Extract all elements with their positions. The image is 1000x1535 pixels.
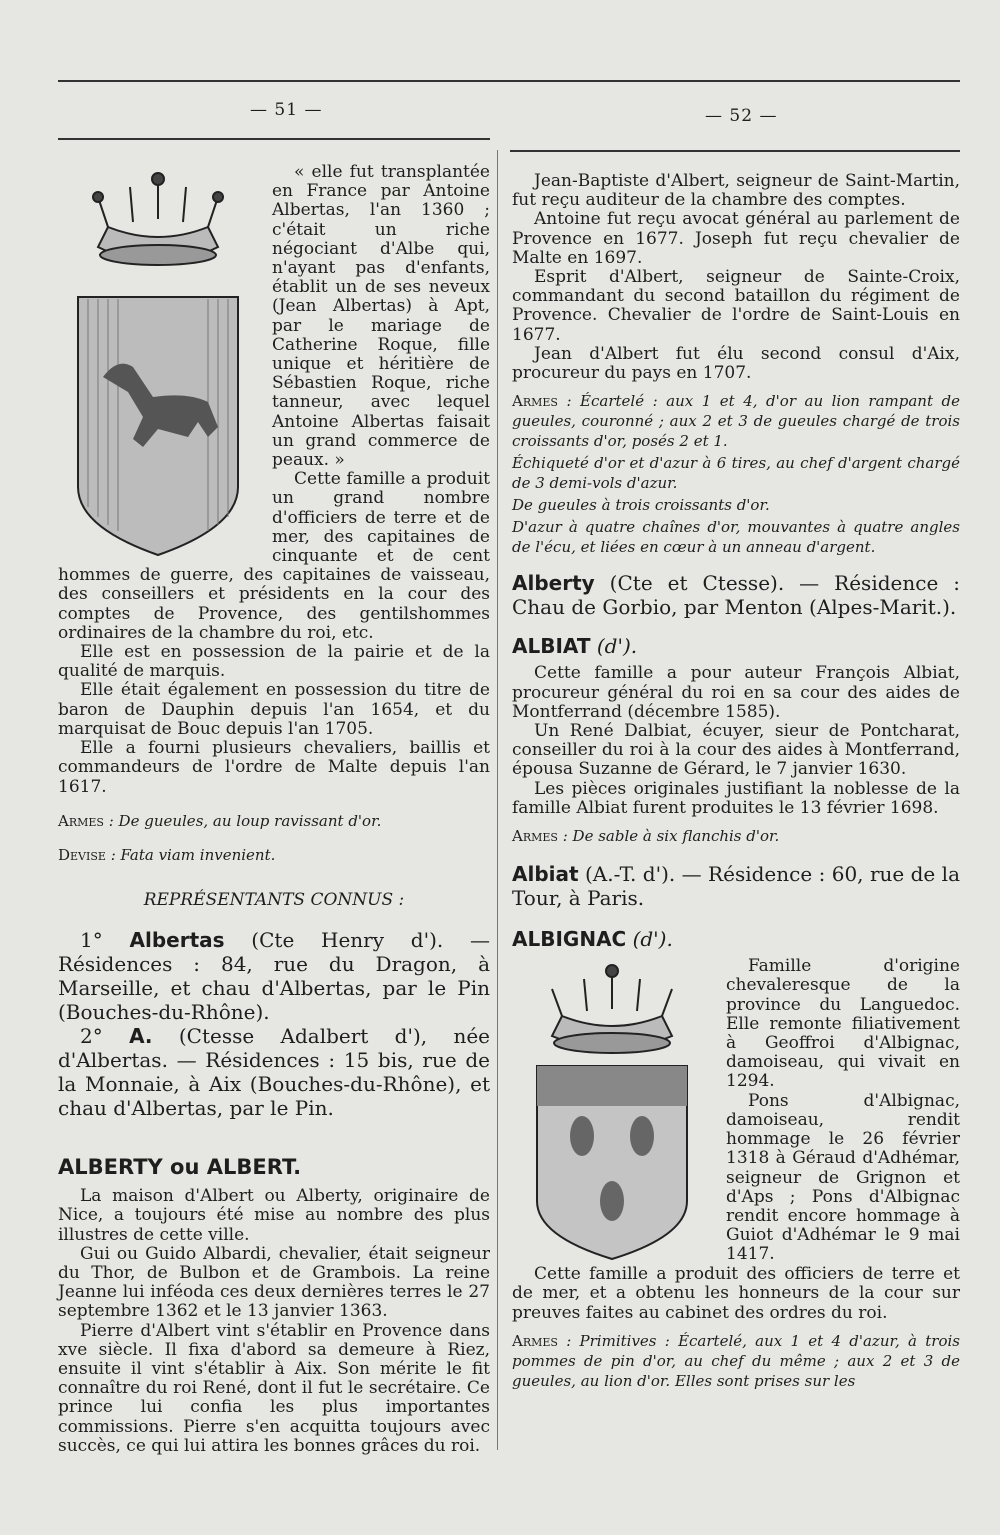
column-separator xyxy=(497,150,498,1450)
arms-line: Armes : Écartelé : aux 1 et 4, d'or au lion rampant de gueules, couronné ; aux 2 et 3 de gueules chargé de trois croissants d'or, posés 2 et 1. xyxy=(512,392,960,451)
paragraph: Un René Dalbiat, écuyer, sieur de Pontcharat, conseiller du roi à la cour des aides à Montferrand, épousa Suzanne de Gérard, le 7 janvier 1630. xyxy=(512,721,960,780)
paragraph: Pierre d'Albert vint s'établir en Provence dans xve siècle. Il fixa d'abord sa demeure à Riez, ensuite il vint s'établir à Aix. Son mérite le fit connaître du roi René, dont il fut le secrétaire. Ce prince lui confia les plus importantes commissions. Pierre s'en acquitta toujours avec succès, ce qui lui attira les bonnes grâces du roi. xyxy=(58,1320,490,1456)
representative-entry: Alberty (Cte et Ctesse). — Résidence : Chau de Gorbio, par Menton (Alpes-Marit.). xyxy=(512,571,960,620)
arms-line: D'azur à quatre chaînes d'or, mouvantes à quatre angles de l'écu, et liées en cœur à un anneau d'argent. xyxy=(512,518,960,557)
arms-line: Armes : De gueules, au loup ravissant d'or. xyxy=(58,811,382,830)
representative-entry: 1° Albertas (Cte Henry d'). — Résidences : 84, rue du Dragon, à Marseille, et chau d'Albertas, par le Pin (Bouches-du-Rhône). xyxy=(58,927,491,1024)
arms-line: De gueules à trois croissants d'or. xyxy=(512,496,770,515)
paragraph: Elle était également en possession du titre de baron de Dauphin depuis l'an 1654, et du marquisat de Bouc depuis l'an 1705. xyxy=(58,680,490,739)
arms-line: Échiqueté d'or et d'azur à 6 tires, au chef d'argent chargé de 3 demi-vols d'azur. xyxy=(512,454,960,493)
entry-title: ALBIAT (d'). xyxy=(512,634,638,659)
right-column xyxy=(512,172,960,1391)
crown-icon xyxy=(552,965,672,1053)
paragraph: Jean-Baptiste d'Albert, seigneur de Saint-Martin, fut reçu auditeur de la chambre des comptes. xyxy=(512,171,960,211)
section-heading: REPRÉSENTANTS CONNUS : xyxy=(143,889,405,910)
entry-title: ALBIGNAC (d'). xyxy=(512,927,673,952)
paragraph: Antoine fut reçu avocat général au parlement de Provence en 1677. Joseph fut reçu chevalier de Malte en 1697. xyxy=(512,209,960,268)
paragraph: Famille d'origine chevaleresque de la province du Languedoc. Elle remonte filiativement à Geoffroi d'Albignac, damoiseau, qui vivait en 1294. xyxy=(726,956,960,1092)
albignac-coat-of-arms xyxy=(512,961,712,1261)
shield-icon xyxy=(78,297,238,555)
shield-icon xyxy=(537,1066,687,1259)
paragraph: Pons d'Albignac, damoiseau, rendit hommage le 26 février 1318 à Géraud d'Adhémar, seigneur de Grignon et d'Aps ; Pons d'Albignac rendit encore hommage à Guiot d'Adhémar le 9 mai 1417. xyxy=(726,1090,960,1265)
paragraph: Elle est en possession de la pairie et de la qualité de marquis. xyxy=(58,642,490,682)
devise-line: Devise : Fata viam invenient. xyxy=(58,845,276,864)
representative-entry: Albiat (A.-T. d'). — Résidence : 60, rue de la Tour, à Paris. xyxy=(512,862,960,911)
paragraph: Esprit d'Albert, seigneur de Sainte-Croix, commandant du second bataillon du régiment de Provence. Chevalier de l'ordre de Saint-Louis en 1677. xyxy=(512,267,960,345)
paragraph: Cette famille a produit un grand nombre d'officiers de terre et de mer, des capitaines de cinquante et de cent hommes de guerre, des capitaines de vaisseau, des conseillers et présidents en la cour des comptes de Provence, des gentilshommes ordinaires de la chambre du roi, etc. xyxy=(58,469,490,643)
paragraph: Jean d'Albert fut élu second consul d'Aix, procureur du pays en 1707. xyxy=(512,343,960,384)
albertas-coat-of-arms xyxy=(58,167,258,557)
right-page-number: — 52 — xyxy=(705,106,778,126)
arms-line: Armes : Primitives : Écartelé, aux 1 et 4 d'azur, à trois pommes de pin d'or, au chef du même ; aux 2 et 3 de gueules, au lion d'or. Elles sont prises sur les xyxy=(512,1331,960,1390)
pine-cone-icon xyxy=(570,1116,594,1156)
crown-icon xyxy=(93,173,223,265)
arms-line: Armes : De sable à six flanchis d'or. xyxy=(512,827,780,846)
representative-entry: 2° A. (Ctesse Adalbert d'), née d'Albertas. — Résidences : 15 bis, rue de la Monnaie, à Aix (Bouches-du-Rhône), et chau d'Albertas, par le Pin. xyxy=(58,1023,491,1120)
paragraph: Cette famille a pour auteur François Albiat, procureur général du roi en sa cour des aides de Montferrand (décembre 1585). xyxy=(512,663,960,722)
paragraph: « elle fut transplantée en France par Antoine Albertas, l'an 1360 ; c'était un riche négociant d'Albe qui, n'ayant pas d'enfants, établit un de ses neveux (Jean Albertas) à Apt, par le mariage de Catherine Roque, fille unique et héritière de Sébastien Roque, riche tanneur, avec lequel Antoine Albertas faisait un grand commerce de peaux. » xyxy=(272,162,490,471)
paragraph: Gui ou Guido Albardi, chevalier, était seigneur du Thor, de Bulbon et de Grambois. La reine Jeanne lui inféoda ces deux dernières terres le 27 septembre 1362 et le 13 janvier 1363. xyxy=(58,1243,490,1322)
header-rule-left xyxy=(58,138,490,140)
pine-cone-icon xyxy=(630,1116,654,1156)
header-rule-right xyxy=(510,150,960,152)
paragraph: Elle a fourni plusieurs chevaliers, baillis et commandeurs de l'ordre de Malte depuis l'an 1617. xyxy=(58,738,490,797)
left-column xyxy=(58,163,490,1456)
paragraph: Cette famille a produit des officiers de terre et de mer, et a obtenu les honneurs de la cour sur preuves faites au cabinet des ordres du roi. xyxy=(512,1264,960,1323)
top-rule xyxy=(58,80,960,82)
paragraph: Les pièces originales justifiant la noblesse de la famille Albiat furent produites le 13 février 1698. xyxy=(512,778,960,818)
pine-cone-icon xyxy=(600,1181,624,1221)
left-page-number: — 51 — xyxy=(250,100,323,120)
entry-title: ALBERTY ou ALBERT. xyxy=(58,1154,302,1179)
paragraph: La maison d'Albert ou Alberty, originaire de Nice, a toujours été mise au nombre des plus illustres de cette ville. xyxy=(58,1186,490,1245)
